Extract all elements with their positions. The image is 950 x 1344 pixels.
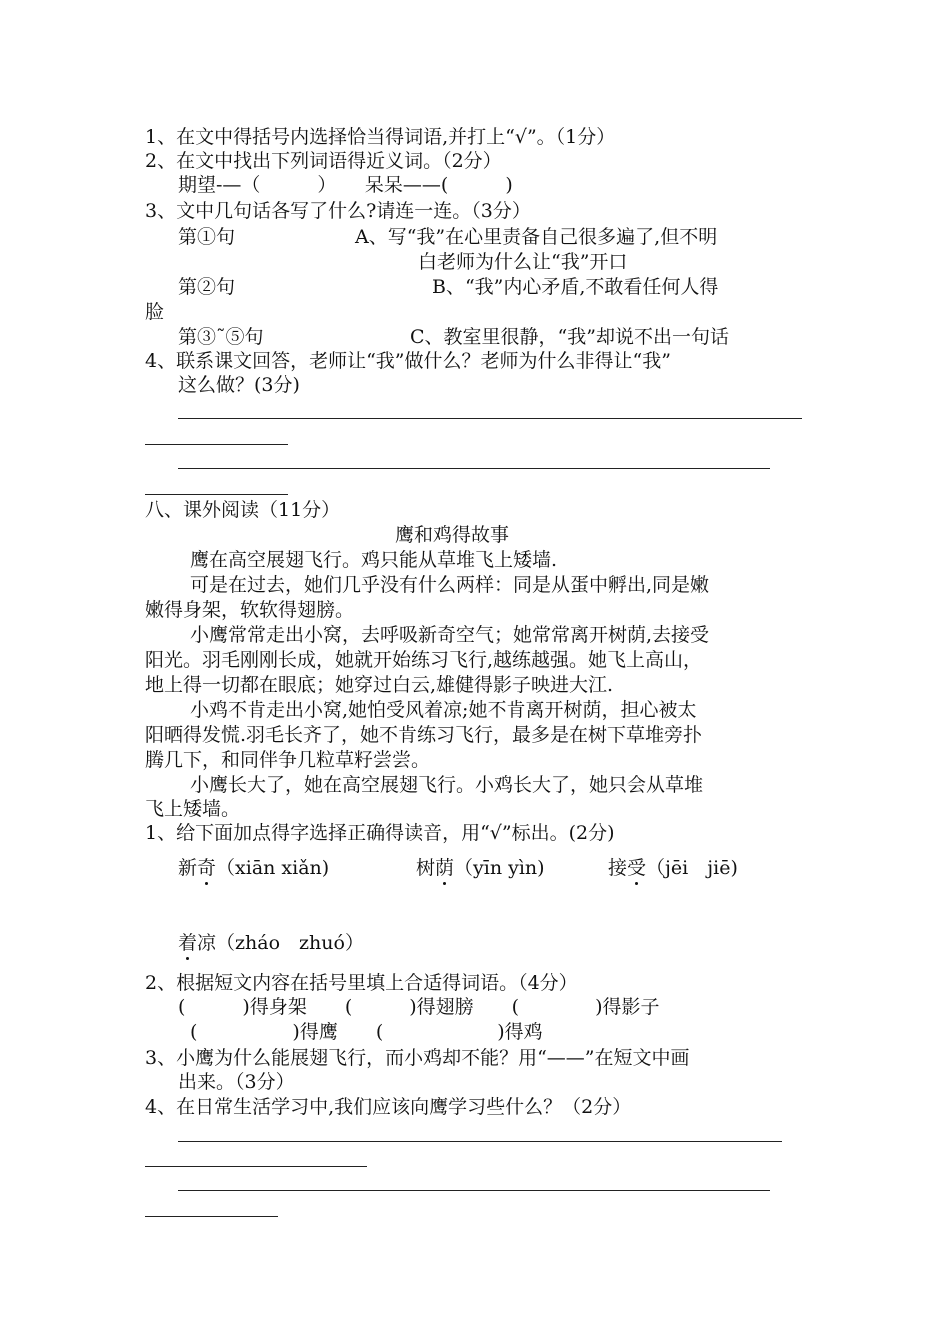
q8-1-item-d: 着凉（zháo zhuó）	[178, 932, 364, 954]
q8-1-item-c: 接受（jēi jiē)	[608, 857, 738, 879]
q8-2-row2: ( )得鹰 ( )得鸡	[190, 1021, 543, 1043]
q8-1-item-b: 树荫（yīn yìn)	[416, 857, 545, 879]
answer-line[interactable]	[145, 494, 288, 495]
q7-3-row2-cont: 脸	[145, 301, 165, 323]
q7-3-row1-cont: 白老师为什么让“我”开口	[418, 251, 628, 273]
story-p5a: 小鹰长大了，她在高空展翅飞行。小鸡长大了，她只会从草堆	[190, 774, 704, 796]
q7-3-row3-left: 第③˜⑤句	[178, 326, 264, 348]
q8-4: 4、在日常生活学习中,我们应该向鹰学习些什么？（2分）	[145, 1096, 632, 1118]
story-p5b: 飞上矮墙。	[145, 798, 241, 820]
q8-1: 1、给下面加点得字选择正确得读音，用“√”标出。(2分)	[145, 822, 615, 844]
q7-3-row2-right: B、“我”内心矛盾,不敢看任何人得	[432, 276, 719, 298]
answer-line[interactable]	[145, 1166, 367, 1167]
answer-line[interactable]	[178, 418, 802, 419]
section-8-heading: 八、课外阅读（11分）	[145, 499, 341, 521]
story-title: 鹰和鸡得故事	[395, 524, 510, 546]
q8-2-row1: ( )得身架 ( )得翅膀 ( )得影子	[178, 996, 660, 1018]
q7-3-row1-left: 第①句	[178, 226, 236, 248]
q7-4: 4、联系课文回答，老师让“我”做什么？老师为什么非得让“我”	[145, 350, 671, 372]
q7-2-items: 期望-—（ ） 呆呆——( )	[178, 174, 513, 196]
story-p1: 鹰在高空展翅飞行。鸡只能从草堆飞上矮墙.	[190, 549, 558, 571]
q7-2: 2、在文中找出下列词语得近义词。（2分）	[145, 150, 502, 172]
q7-3-row3-right: C、教室里很静，“我”却说不出一句话	[410, 326, 729, 348]
story-p3a: 小鹰常常走出小窝，去呼吸新奇空气；她常常离开树荫,去接受	[190, 624, 710, 646]
story-p2a: 可是在过去，她们几乎没有什么两样：同是从蛋中孵出,同是嫩	[190, 574, 710, 596]
answer-line[interactable]	[145, 444, 288, 445]
q7-4-cont: 这么做？(3分)	[178, 374, 300, 396]
story-p3c: 地上得一切都在眼底；她穿过白云,雄健得影子映进大江.	[145, 674, 614, 696]
q7-3-row1-right: A、写“我”在心里责备自己很多遍了,但不明	[355, 226, 718, 248]
q8-3: 3、小鹰为什么能展翅飞行，而小鸡却不能？用“——”在短文中画	[145, 1047, 690, 1069]
q8-1-item-a: 新奇（xiān xiǎn)	[178, 857, 330, 879]
q7-3-row2-left: 第②句	[178, 276, 236, 298]
answer-line[interactable]	[178, 1190, 770, 1191]
answer-line[interactable]	[178, 1141, 782, 1142]
story-p4c: 腾几下，和同伴争几粒草籽尝尝。	[145, 749, 431, 771]
q7-3: 3、文中几句话各写了什么?请连一连。（3分）	[145, 200, 531, 222]
story-p3b: 阳光。羽毛刚刚长成，她就开始练习飞行,越练越强。她飞上高山，	[145, 649, 703, 671]
story-p4a: 小鸡不肯走出小窝,她怕受风着凉;她不肯离开树荫，担心被太	[190, 699, 697, 721]
story-p4b: 阳晒得发慌.羽毛长齐了，她不肯练习飞行，最多是在树下草堆旁扑	[145, 724, 703, 746]
story-p2b: 嫩得身架，软软得翅膀。	[145, 599, 355, 621]
q8-2: 2、根据短文内容在括号里填上合适得词语。（4分）	[145, 972, 578, 994]
q8-3-cont: 出来。（3分）	[178, 1071, 295, 1093]
answer-line[interactable]	[178, 468, 770, 469]
answer-line[interactable]	[145, 1216, 278, 1217]
q7-1: 1、在文中得括号内选择恰当得词语,并打上“√”。（1分）	[145, 126, 616, 148]
